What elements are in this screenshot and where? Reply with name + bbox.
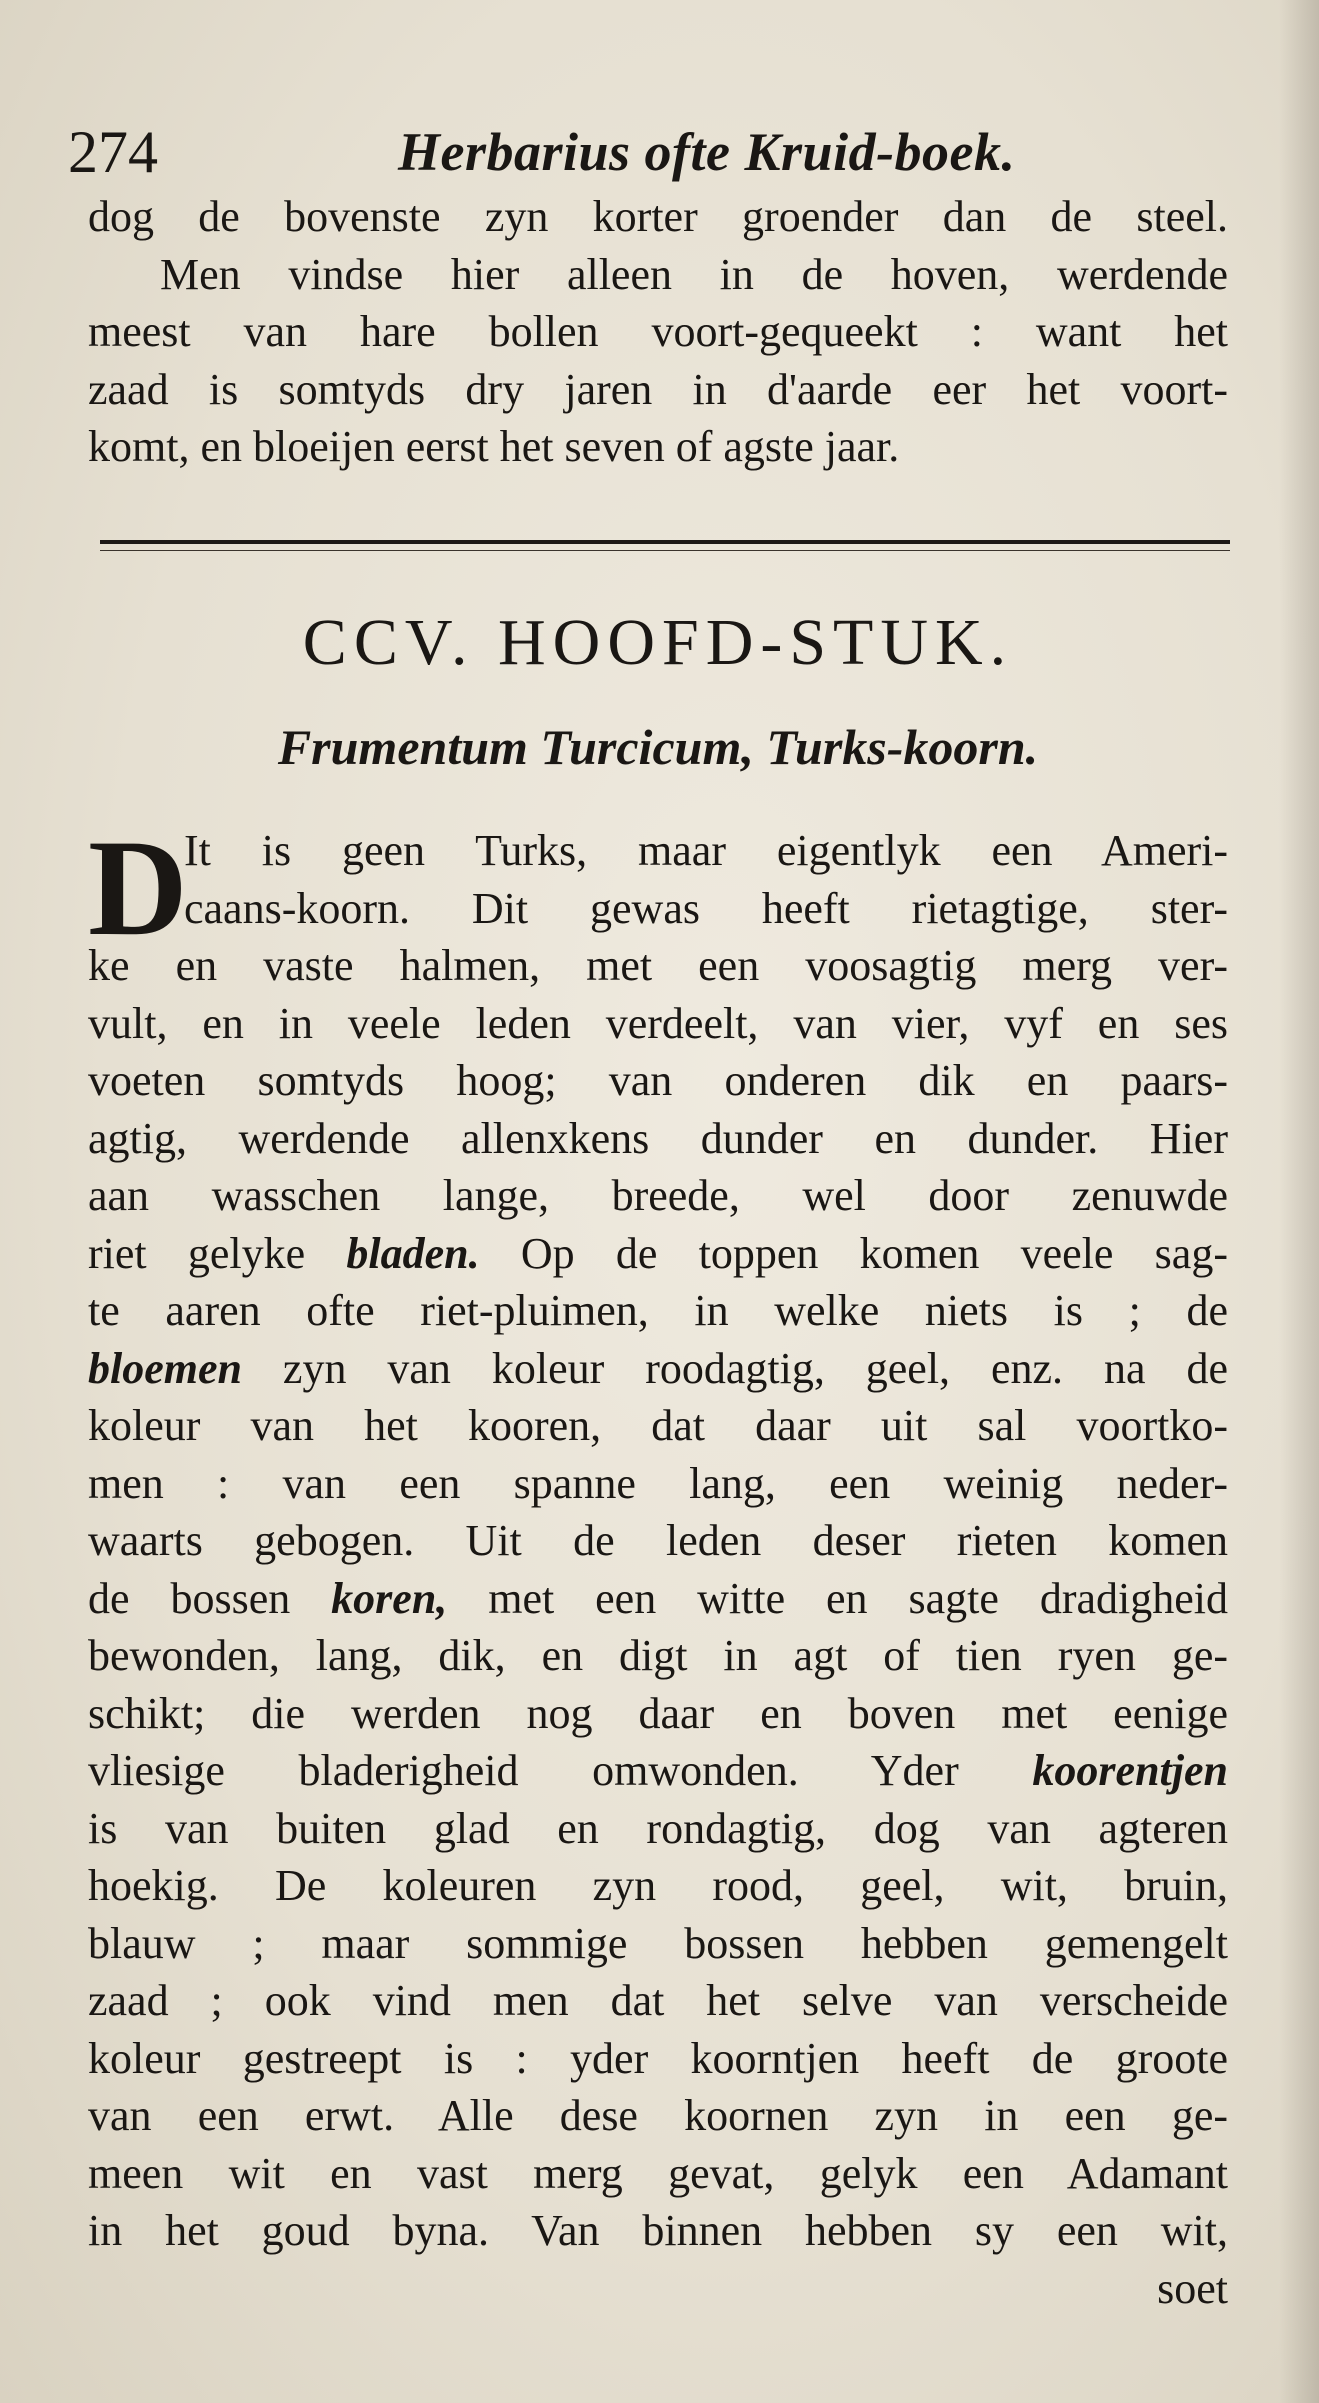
text-line (88, 2030, 1228, 2088)
text-line (88, 822, 1228, 880)
text-line (88, 995, 1228, 1053)
text-run: waarts gebogen. Uit de leden deser rieten komen (88, 1516, 1228, 1565)
previous-chapter-text (88, 188, 1228, 476)
chapter-heading: CCV. HOOFD-STUK. (302, 606, 1014, 679)
text-run: zyn van koleur roodagtig, geel, enz. na de (241, 1343, 1228, 1393)
italic-term: bloemen (88, 1343, 242, 1393)
text-run: schikt; die werden nog daar en boven met eenige (88, 1688, 1228, 1738)
text-line (88, 2087, 1228, 2145)
text-line: meest van hare bollen voort-gequeekt : want het (88, 307, 1228, 356)
text-line: zaad is somtyds dry jaren in d'aarde eer het voort- (88, 364, 1228, 414)
text-run: koleur van het kooren, dat daar uit sal voortko- (88, 1401, 1228, 1450)
text-run: ke en vaste halmen, met een voosagtig merg ver- (88, 941, 1228, 990)
text-run: vult, en in veele leden verdeelt, van vier, vyf en ses (88, 998, 1228, 1048)
chapter-subtitle: Frumentum Turcicum, Turks-koorn. (277, 719, 1039, 775)
text-run: voeten somtyds hoog; van onderen dik en paars- (88, 1056, 1228, 1105)
running-title: Herbarius ofte Kruid-boek. (398, 122, 1016, 182)
text-line (88, 2202, 1228, 2260)
text-run: hoekig. De koleuren zyn rood, geel, wit, bruin, (88, 1861, 1228, 1910)
text-run: van een erwt. Alle dese koornen zyn in een ge- (88, 2091, 1228, 2140)
catchword: soet (1157, 2263, 1228, 2313)
section-rule (100, 540, 1230, 544)
section-rule-thin (100, 550, 1230, 551)
text-line (88, 1972, 1228, 2030)
text-line (88, 1742, 1228, 1800)
text-run: meen wit en vast merg gevat, gelyk een Adamant (88, 2148, 1228, 2198)
drop-cap: D (88, 811, 188, 964)
text-run: vliesige bladerigheid omwonden. Yder (88, 1746, 1033, 1795)
text-run: zaad ; ook vind men dat het selve van verscheide (88, 1976, 1228, 2025)
text-line: Men vindse hier alleen in de hoven, werdende (160, 249, 1228, 299)
text-line (88, 1225, 1228, 1283)
text-run: riet gelyke (88, 1228, 347, 1278)
text-line (88, 1857, 1228, 1915)
text-run: caans-koorn. Dit gewas heeft rietagtige, ster- (184, 883, 1228, 933)
text-line: dog de bovenste zyn korter groender dan de steel. (88, 192, 1228, 241)
text-line (88, 1800, 1228, 1858)
italic-term: bladen. (346, 1228, 480, 1278)
text-run: te aaren ofte riet-pluimen, in welke niets is ; de (88, 1286, 1228, 1335)
text-line (88, 1282, 1228, 1340)
text-line (88, 1685, 1228, 1743)
text-run: bewonden, lang, dik, en digt in agt of tien ryen ge- (88, 1631, 1228, 1680)
text-line (88, 1340, 1228, 1398)
text-line (88, 1570, 1228, 1628)
text-run: aan wasschen lange, breede, wel door zenuwde (88, 1171, 1228, 1220)
text-line (88, 2145, 1228, 2203)
text-line (88, 937, 1228, 995)
page-number: 274 (68, 119, 158, 185)
text-run: koleur gestreept is : yder koorntjen heeft de groote (88, 2033, 1228, 2083)
text-line (88, 1110, 1228, 1168)
text-run: It is geen Turks, maar eigentlyk een Ameri- (184, 826, 1228, 875)
page-header (68, 112, 1228, 192)
text-line (88, 1052, 1228, 1110)
text-run: blauw ; maar sommige bossen hebben gemengelt (88, 1918, 1228, 1968)
text-line (88, 1915, 1228, 1973)
text-line (88, 1512, 1228, 1570)
text-line (88, 1455, 1228, 1513)
text-run: men : van een spanne lang, een weinig neder- (88, 1458, 1228, 1508)
text-line: komt, en bloeijen eerst het seven of agste jaar. (88, 422, 900, 471)
italic-term: koren, (331, 1573, 448, 1623)
chapter-body-text (88, 811, 1228, 2317)
text-run: in het goud byna. Van binnen hebben sy een wit, (88, 2206, 1228, 2255)
italic-term: koorentjen (1032, 1746, 1228, 1795)
text-line (88, 1397, 1228, 1455)
text-run: de bossen (88, 1573, 332, 1623)
text-line (88, 1627, 1228, 1685)
text-run: agtig, werdende allenxkens dunder en dunder. Hier (88, 1113, 1228, 1163)
text-line (88, 1167, 1228, 1225)
text-run: Op de toppen komen veele sag- (479, 1228, 1228, 1278)
text-run: is van buiten glad en rondagtig, dog van agteren (88, 1803, 1228, 1853)
page-edge-shadow (1279, 0, 1319, 2403)
text-run: met een witte en sagte dradigheid (447, 1573, 1228, 1623)
text-line (88, 880, 1228, 938)
